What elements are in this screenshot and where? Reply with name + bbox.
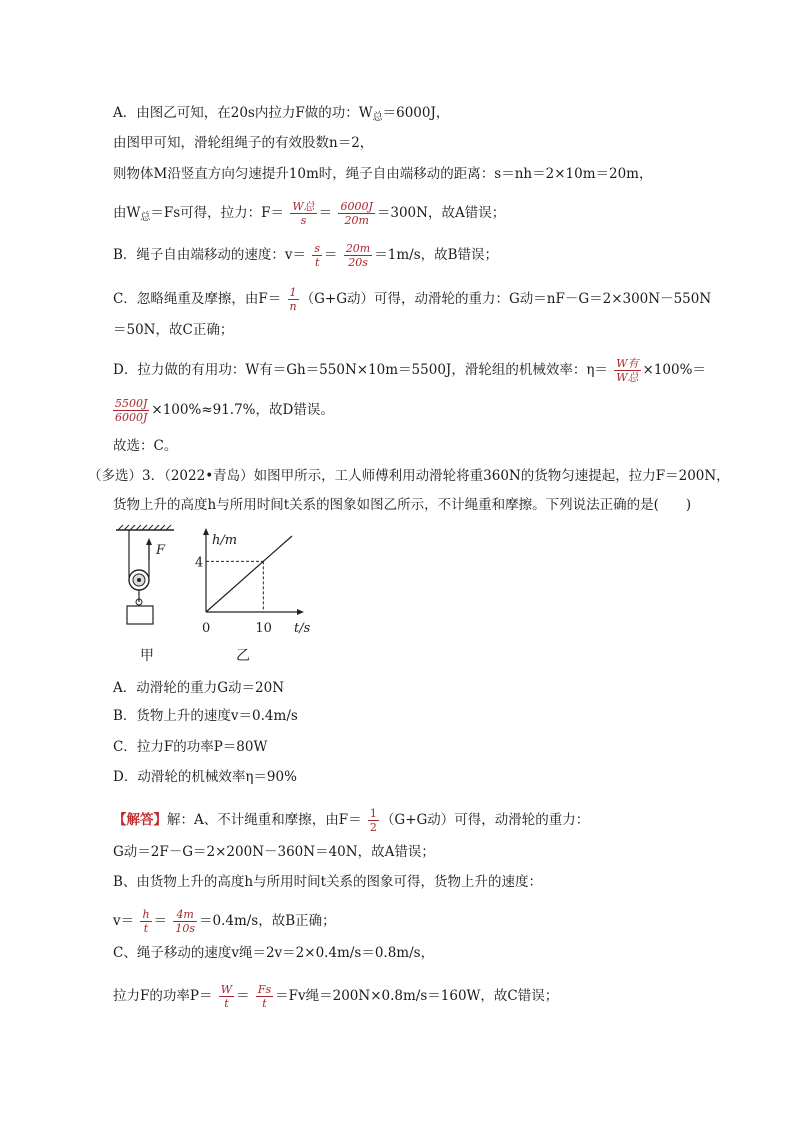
force-label: F [156,543,166,558]
y-axis-label: h/m [212,533,238,548]
y-axis-arrow-icon [203,528,209,535]
h-t-graph [192,528,322,638]
option-b: B．货物上升的速度v＝0.4m/s [113,708,298,724]
sol-b-line: B．绳子自由端移动的速度：v＝ $\frac{s}{t}$ ＝ $\frac{20m}{20s}$ ＝1m/s，故B错误； [113,242,499,269]
fraction: $\frac{Fs}{t}$ [257,983,272,1010]
answer-line2: G动＝2F－G＝2×200N－360N＝40N，故A错误； [113,844,435,860]
fraction: $\frac{h}{t}$ [142,908,150,935]
question-line2: 货物上升的高度h与所用时间t关系的图象如图乙所示，不计绳重和摩擦。下列说法正确的是( ) [113,497,692,513]
sol-c-line1: C．忽略绳重及摩擦，由F＝ $\frac{1}{n}$ （G+G动）可得，动滑轮的重力：G动＝nF－G＝2×300N－550N [113,286,712,313]
sol-a-line4: 由$W_总=Fs$可得，拉力：F＝ $\frac{\text{W总}}{s}$ ＝ $\frac{6000J}{20m}$ ＝300N，故A错误； [113,200,506,227]
sol-a-line3: 则物体M沿竖直方向匀速提升10m时，绳子自由端移动的距离：s＝nh＝2×10m＝20m， [113,166,653,182]
pulley-diagram [112,522,182,632]
x-tick-label: 10 [255,621,272,636]
fraction: $\frac{5500J}{6000J}$ [115,397,148,424]
sol-d-line1: D．拉力做的有用功：W有＝Gh＝550N×10m＝5500J，滑轮组的机械效率：η＝ $\frac{\text{W有}}{\text{W总}}$ ×100%＝ [113,357,706,384]
cargo-box [127,606,153,624]
answer-tag: 【解答】 [113,812,167,828]
fraction: $\frac{W}{t}$ [220,983,233,1010]
fraction: $\frac{\text{W总}}{s}$ [292,200,315,227]
sol-a-line1: A．由图乙可知，在20s内拉力F做的功：$W_总=6000J$， [113,105,450,123]
x-axis-label: t/s [294,621,311,636]
x-tick-label: 0 [202,621,211,636]
answer-line1: 【解答】解：A、不计绳重和摩擦，由F＝ $\frac{1}{2}$ （G+G动）可得，动滑轮的重力： [113,807,590,834]
arrow-up-icon [146,538,152,560]
question-line1: （多选）3．（2022•青岛）如图甲所示，工人师傅利用动滑轮将重360N的货物匀速提起，拉力F＝200N， [88,468,730,484]
fraction: $\frac{4m}{10s}$ [175,908,195,935]
fraction: $\frac{1}{n}$ [289,286,297,313]
sol-choice: 故选：C。 [113,438,178,454]
x-axis-arrow-icon [297,609,304,615]
answer-line6: 拉力F的功率P＝ $\frac{W}{t}$ ＝ $\frac{Fs}{t}$ ＝Fv绳＝200N×0.8m/s＝160W，故C错误； [113,983,559,1010]
fraction: $\frac{\text{W有}}{\text{W总}}$ [616,357,639,384]
fraction: $\frac{1}{2}$ [369,807,377,834]
caption-yi: 乙 [236,648,250,664]
answer-line3: B、由货物上升的高度h与所用时间t关系的图象可得，货物上升的速度： [113,874,543,890]
fraction: $\frac{20m}{20s}$ [345,242,371,269]
answer-line5: C、绳子移动的速度v绳＝2v＝2×0.4m/s＝0.8m/s， [113,945,435,961]
y-tick-label: 4 [195,555,204,571]
sol-d-line2: $\frac{5500J}{6000J}$ ×100%≈91.7%，故D错误。 [115,397,334,424]
option-c: C．拉力F的功率P＝80W [113,739,268,755]
sol-a-line2: 由图甲可知，滑轮组绳子的有效股数n＝2， [113,135,374,151]
option-d: D．动滑轮的机械效率η＝90% [113,769,297,785]
fraction: $\frac{s}{t}$ [314,242,321,269]
answer-line4: v＝ $\frac{h}{t}$ ＝ $\frac{4m}{10s}$ ＝0.4m/s，故B正确； [113,908,336,935]
ceiling [116,525,174,530]
fraction: $\frac{6000J}{20m}$ [340,200,373,227]
pulley-wheel-icon [129,570,149,590]
option-a: A．动滑轮的重力G动＝20N [113,680,285,696]
caption-jia: 甲 [140,648,154,664]
sol-c-line2: ＝50N，故C正确； [113,322,234,338]
